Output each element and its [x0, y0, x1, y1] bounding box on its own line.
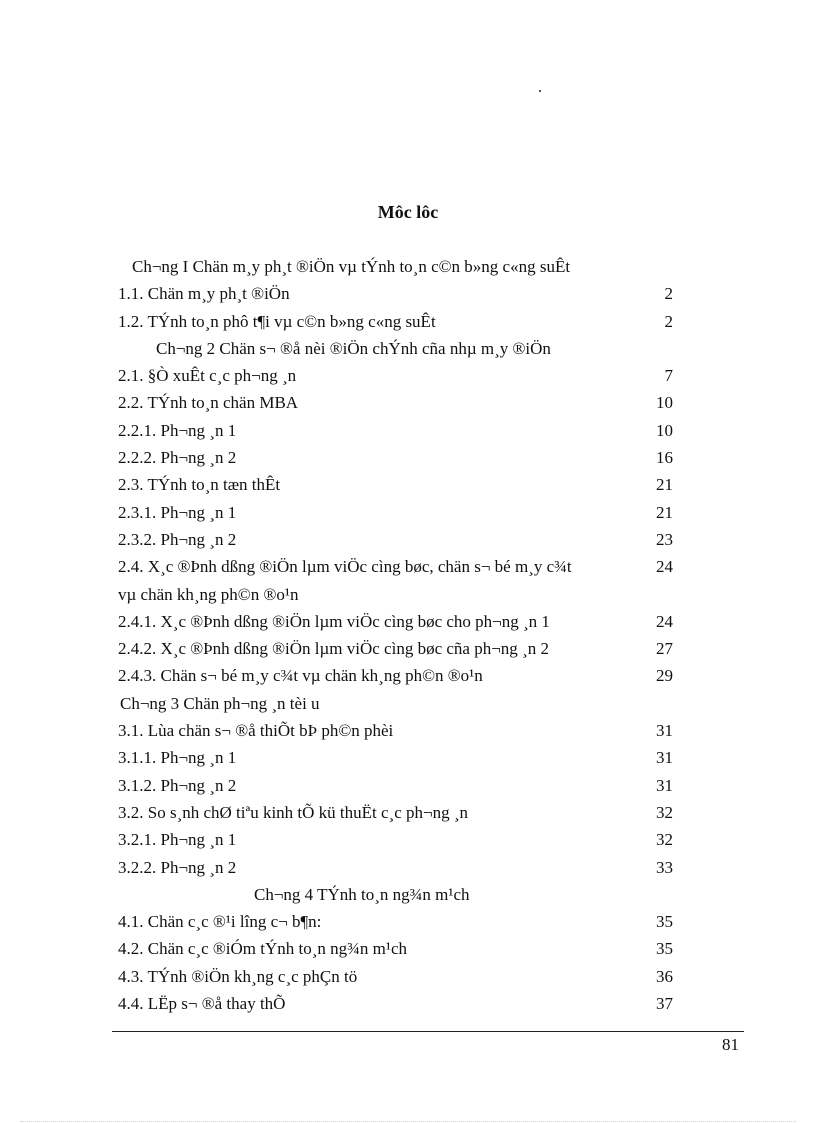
toc-entry-title: 2.4.1. X¸c ®Þnh dßng ®iÖn lµm viÖc cìng bøc cho ph¬ng ¸n 1: [118, 611, 550, 631]
toc-entry: [118, 417, 673, 444]
toc-entry-page: 32: [656, 802, 673, 822]
toc-entry-title: 3.1.1. Ph¬ng ¸n 1: [118, 748, 237, 768]
toc-entry: [118, 963, 673, 990]
toc-entry-page: 32: [656, 830, 673, 850]
toc-entry-page: 21: [656, 502, 673, 522]
toc-entry-page: 16: [656, 448, 673, 468]
toc-entry-title: 2.4.3. Chän s¬ bé m¸y c¾t vµ chän kh¸ng ph©n ®o¹n: [118, 666, 483, 686]
toc-entry: [118, 444, 673, 471]
toc-entry-page: 36: [656, 966, 673, 986]
toc-entry-title: 2.2.2. Ph¬ng ¸n 2: [118, 448, 237, 468]
toc-entry: [118, 935, 673, 962]
toc-entry: [118, 744, 673, 771]
toc-entry-page: 23: [656, 529, 673, 549]
toc-entry: [118, 990, 673, 1017]
toc-entry-title: 1.2. TÝnh to¸n phô t¶i vµ c©n b»ng c«ng suÊt: [118, 311, 436, 331]
toc-entry-page: 7: [664, 366, 673, 386]
toc-chapter-heading: [118, 253, 673, 280]
toc-entry: [118, 526, 673, 553]
toc-entry-page: 10: [656, 420, 673, 440]
toc-entry-title: 4.3. TÝnh ®iÖn kh¸ng c¸c phÇn tö: [118, 966, 358, 986]
toc-entry-page: 35: [656, 939, 673, 959]
toc-entry: [118, 581, 673, 608]
toc-entry: [118, 553, 673, 580]
toc-entry-title: Ch¬ng I Chän m¸y ph¸t ®iÖn vµ tÝnh to¸n c©n b»ng c«ng suÊt: [132, 257, 571, 276]
toc-entry: [118, 608, 673, 635]
toc-entry-page: 24: [656, 557, 673, 577]
toc-entry-title: 4.4. LËp s¬ ®å thay thÕ: [118, 994, 286, 1014]
toc-entry-title: Ch¬ng 4 TÝnh to¸n ng¾n m¹ch: [254, 884, 470, 904]
toc-entry-title: 2.3.2. Ph¬ng ¸n 2: [118, 529, 237, 549]
toc-entry-title: 3.2. So s¸nh chØ tiªu kinh tÕ kü thuËt c¸c ph¬ng ¸n: [118, 802, 468, 822]
toc-entry-page: 37: [656, 994, 673, 1014]
toc-entry-title: 2.4.2. X¸c ®Þnh dßng ®iÖn lµm viÖc cìng bøc cña ph¬ng ¸n 2: [118, 639, 549, 659]
toc-chapter-heading: [118, 881, 673, 908]
stray-dot: [539, 90, 541, 92]
toc-chapter-heading: [118, 690, 673, 717]
toc-entry-title: 2.2. TÝnh to¸n chän MBA: [118, 393, 299, 413]
toc-entry-page: 31: [656, 721, 673, 741]
toc-entry: [118, 908, 673, 935]
toc-entry: [118, 280, 673, 307]
toc-entry: [118, 308, 673, 335]
toc-entry: [118, 717, 673, 744]
toc-entry: [118, 826, 673, 853]
toc-entry: [118, 471, 673, 498]
toc-entry-page: 27: [656, 639, 673, 659]
toc-entry-title: 2.1. §Ò xuÊt c¸c ph¬ng ¸n: [118, 366, 297, 386]
toc-entry: [118, 499, 673, 526]
toc-entry: [118, 772, 673, 799]
toc-chapter-heading: [118, 335, 673, 362]
toc-entry: [118, 854, 673, 881]
toc-entry-page: 2: [664, 311, 673, 331]
toc-entry-title: 2.2.1. Ph¬ng ¸n 1: [118, 420, 237, 440]
table-of-contents: [118, 253, 673, 1017]
toc-entry-title: vµ chän kh¸ng ph©n ®o¹n: [118, 584, 299, 604]
page-title: Môc lôc: [377, 202, 439, 222]
toc-entry-page: 10: [656, 393, 673, 413]
toc-entry-page: 33: [656, 857, 673, 877]
toc-entry-title: 3.2.1. Ph¬ng ¸n 1: [118, 830, 237, 850]
toc-entry: [118, 662, 673, 689]
toc-entry-title: 1.1. Chän m¸y ph¸t ®iÖn: [118, 284, 290, 304]
footer-rule: [112, 1031, 744, 1032]
toc-entry-title: 4.2. Chän c¸c ®iÓm tÝnh to¸n ng¾n m¹ch: [118, 939, 408, 959]
page-edge-line: [20, 1121, 796, 1122]
toc-entry-page: 31: [656, 748, 673, 768]
toc-entry-title: 3.1. Lùa chän s¬ ®å thiÕt bÞ ph©n phèi: [118, 721, 394, 741]
toc-entry-page: 24: [656, 611, 673, 631]
page-number: 81: [722, 1035, 739, 1054]
toc-entry-title: 2.3. TÝnh to¸n tæn thÊt: [118, 475, 281, 495]
toc-entry-page: 29: [656, 666, 673, 686]
toc-entry-title: 2.3.1. Ph¬ng ¸n 1: [118, 502, 237, 522]
toc-entry-page: 31: [656, 775, 673, 795]
toc-entry: [118, 799, 673, 826]
toc-entry-title: 4.1. Chän c¸c ®¹i lîng c¬ b¶n:: [118, 912, 322, 932]
toc-entry: [118, 389, 673, 416]
toc-entry-title: 2.4. X¸c ®Þnh dßng ®iÖn lµm viÖc cìng bøc, chän s¬ bé m¸y c¾t: [118, 557, 572, 577]
toc-entry-title: 3.2.2. Ph¬ng ¸n 2: [118, 857, 237, 877]
toc-entry: [118, 635, 673, 662]
toc-entry-title: Ch¬ng 2 Chän s¬ ®å nèi ®iÖn chÝnh cña nhµ m¸y ®iÖn: [156, 338, 551, 358]
toc-entry-page: 35: [656, 912, 673, 932]
toc-entry-page: 2: [664, 284, 673, 304]
toc-entry: [118, 362, 673, 389]
toc-entry-title: Ch¬ng 3 Chän ph¬ng ¸n tèi u: [120, 693, 320, 713]
toc-entry-title: 3.1.2. Ph¬ng ¸n 2: [118, 775, 237, 795]
toc-entry-page: 21: [656, 475, 673, 495]
